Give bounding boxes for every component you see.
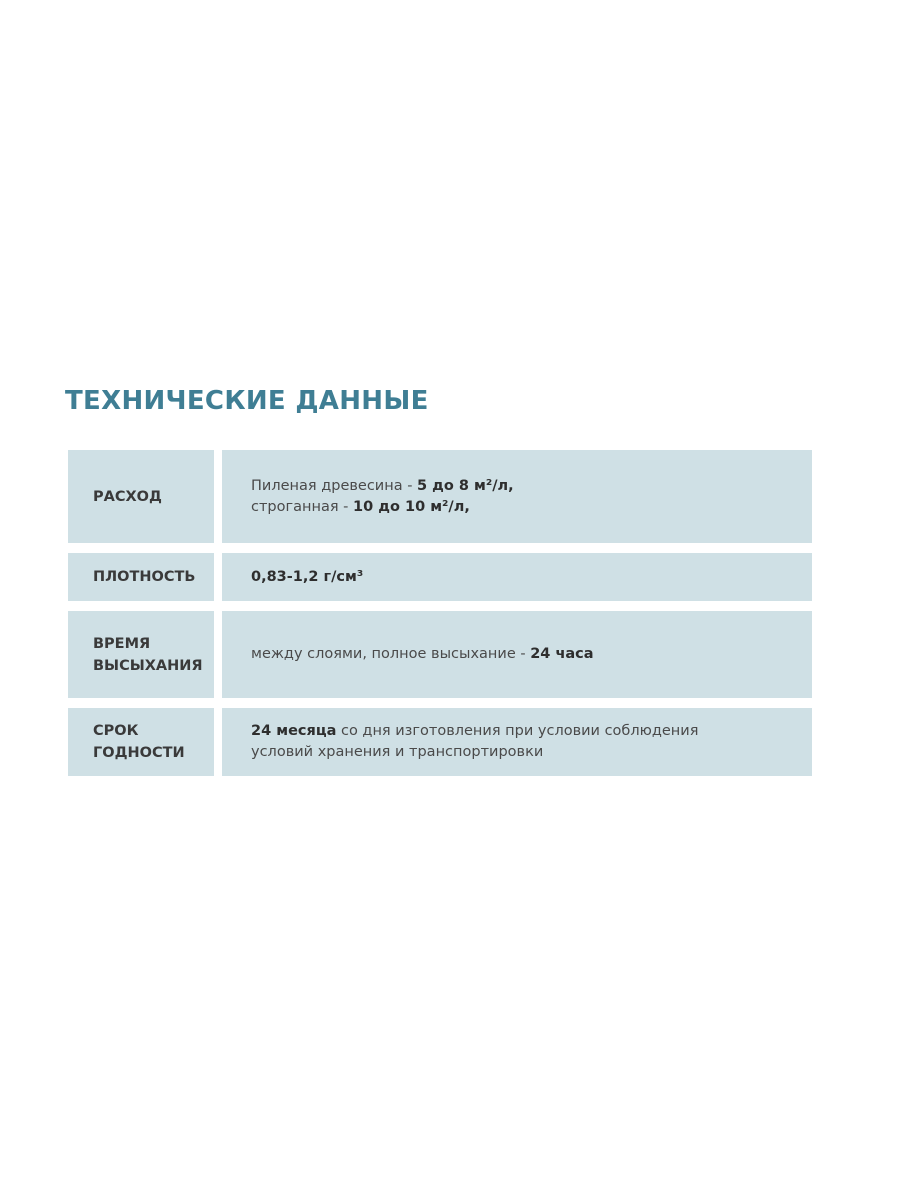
spec-row-drying-time <box>68 611 812 698</box>
value-emphasis: 24 месяца <box>251 723 337 739</box>
spec-row-density <box>68 553 812 601</box>
value-emphasis: 10 до 10 м²/л, <box>353 498 470 515</box>
spec-value-text <box>251 567 363 588</box>
spec-value-consumption <box>222 450 812 543</box>
spec-value-text <box>251 644 594 665</box>
page-title: ТЕХНИЧЕСКИЕ ДАННЫЕ <box>65 386 429 416</box>
value-emphasis: 5 до 8 м²/л, <box>417 477 514 494</box>
value-text-run: строганная - <box>251 498 354 515</box>
spec-row-shelf-life <box>68 708 812 776</box>
spec-label-consumption: РАСХОД <box>68 450 214 543</box>
value-text-run: между слоями, полное высыхание - <box>251 646 531 662</box>
spec-label-shelf-life: СРОК ГОДНОСТИ <box>68 708 214 776</box>
value-text-run: Пиленая древесина - <box>251 477 418 494</box>
spec-value-drying-time <box>222 611 812 698</box>
spec-value-shelf-life <box>222 708 812 776</box>
value-emphasis: 24 часа <box>530 646 594 662</box>
value-emphasis: 0,83-1,2 г/см³ <box>251 568 364 585</box>
spec-label-drying-time: ВРЕМЯ ВЫСЫХАНИЯ <box>68 611 214 698</box>
spec-label-density: ПЛОТНОСТЬ <box>68 553 214 601</box>
value-text-run: условий хранения и транспортировки <box>251 744 544 760</box>
spec-row-consumption <box>68 450 812 543</box>
spec-value-density <box>222 553 812 601</box>
spec-value-text <box>251 721 698 763</box>
value-text-run: со дня изготовления при условии соблюдения <box>336 723 699 739</box>
spec-value-text <box>251 476 514 518</box>
technical-data-table <box>68 450 812 786</box>
